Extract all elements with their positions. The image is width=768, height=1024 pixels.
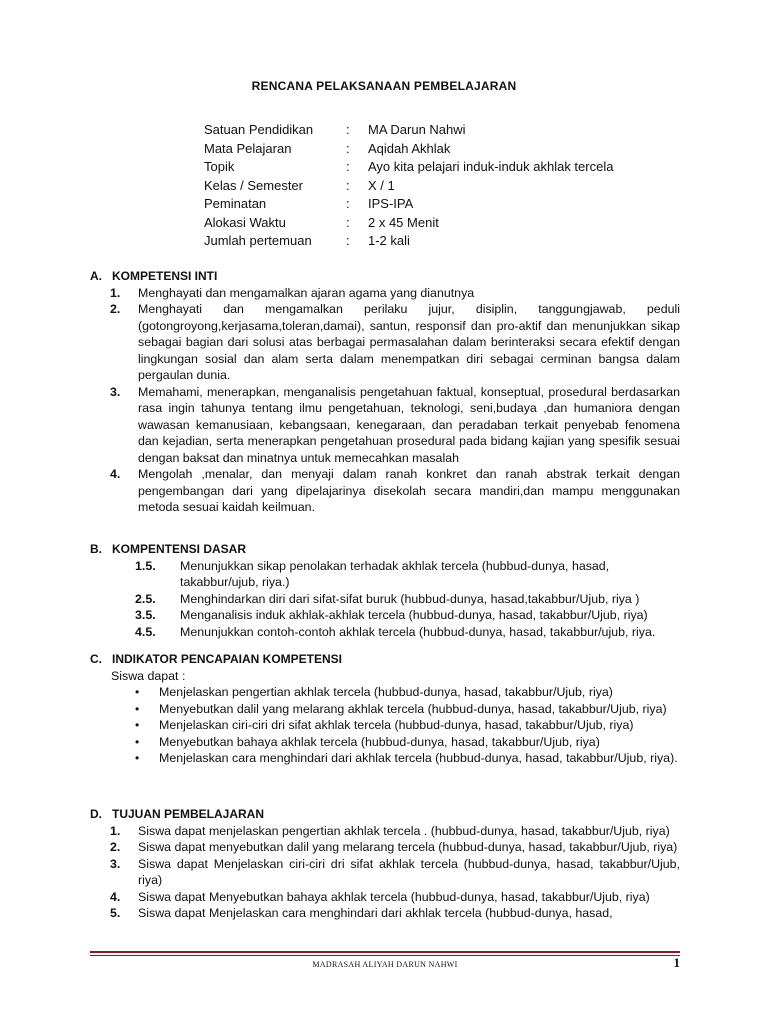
identity-label: Peminatan xyxy=(204,196,267,211)
list-item xyxy=(90,285,680,302)
item-text: Menjelaskan ciri-ciri dri sifat akhlak tercela (hubbud-dunya, hasad, takabbur/Ujub, riya) xyxy=(159,718,634,732)
section-title: KOMPETENSI INTI xyxy=(112,269,218,283)
item-number: 4. xyxy=(110,889,121,904)
item-text: Menunjukkan contoh-contoh akhlak tercela (hubbud-dunya, hasad, takabbur/ujub, riya. xyxy=(180,624,656,639)
list-item xyxy=(90,558,680,591)
item-text: Menganalisis induk akhlak-akhlak tercela (hubbud-dunya, hasad, takabbur/Ujub, riya) xyxy=(180,608,648,622)
item-number: 4.5. xyxy=(135,624,156,639)
section-indikator xyxy=(90,651,680,767)
footer-divider xyxy=(90,951,680,953)
item-number: 1. xyxy=(110,285,121,300)
identity-value: Ayo kita pelajari induk-induk akhlak tercela xyxy=(368,159,614,174)
identity-label: Topik xyxy=(204,159,235,174)
list-item xyxy=(90,466,680,516)
section-title: INDIKATOR PENCAPAIAN KOMPETENSI xyxy=(112,652,343,666)
identity-label: Kelas / Semester xyxy=(204,177,303,193)
section-letter: A. xyxy=(90,269,102,283)
item-number: 5. xyxy=(110,906,121,920)
list-item xyxy=(90,701,680,718)
item-text: Menjelaskan pengertian akhlak tercela (hubbud-dunya, hasad, takabbur/Ujub, riya) xyxy=(159,685,613,699)
identity-value: X / 1 xyxy=(368,177,395,193)
section-heading xyxy=(90,268,680,285)
list-item xyxy=(90,717,680,734)
indikator-intro: Siswa dapat : xyxy=(111,668,186,683)
bullet-icon: • xyxy=(135,701,140,716)
item-text: Menyebutkan bahaya akhlak tercela (hubbud-dunya, hasad, takabbur/Ujub, riya) xyxy=(159,734,600,749)
identity-row xyxy=(204,232,613,251)
identity-value: MA Darun Nahwi xyxy=(368,122,466,137)
list-item xyxy=(90,823,680,840)
list-item xyxy=(90,301,680,384)
list-item xyxy=(90,750,680,767)
section-letter: B. xyxy=(90,542,102,556)
item-number: 3. xyxy=(110,856,121,871)
identity-table xyxy=(204,121,613,251)
footer-divider xyxy=(90,955,680,956)
identity-value: 2 x 45 Menit xyxy=(368,214,439,230)
section-heading xyxy=(90,806,680,823)
list-item xyxy=(90,905,680,922)
item-number: 4. xyxy=(110,467,121,481)
section-title: KOMPENTENSI DASAR xyxy=(112,542,247,556)
section-letter: D. xyxy=(90,807,102,821)
section-heading xyxy=(90,541,680,558)
item-number: 1. xyxy=(110,823,121,838)
item-text: Siswa dapat menyebutkan dalil yang melarang tercela (hubbud-dunya, hasad, takabbur/Ujub, riya) xyxy=(138,840,678,854)
document-title: RENCANA PELAKSANAAN PEMBELAJARAN xyxy=(251,79,517,93)
identity-row xyxy=(204,214,613,233)
list-item xyxy=(90,889,680,906)
identity-colon: : xyxy=(346,159,350,174)
item-number: 2.5. xyxy=(135,591,156,606)
section-kompetensi-dasar xyxy=(90,541,680,640)
item-text: Menghayati dan mengamalkan ajaran agama yang dianutnya xyxy=(138,285,475,300)
list-item xyxy=(90,856,680,889)
identity-colon: : xyxy=(346,214,350,230)
identity-label: Mata Pelajaran xyxy=(204,140,292,156)
list-item xyxy=(90,624,680,641)
list-item xyxy=(90,591,680,608)
bullet-icon: • xyxy=(135,751,140,765)
identity-label: Jumlah pertemuan xyxy=(204,233,312,248)
footer-school-name: MADRASAH ALIYAH DARUN NAHWI xyxy=(312,960,458,969)
item-number: 2. xyxy=(110,840,121,854)
section-tujuan xyxy=(90,806,680,922)
identity-label: Alokasi Waktu xyxy=(204,214,286,230)
item-text: Siswa dapat Menyebutkan bahaya akhlak tercela (hubbud-dunya, hasad, takabbur/Ujub, riya) xyxy=(138,889,650,904)
section-heading xyxy=(90,651,680,668)
identity-row xyxy=(204,121,613,140)
section-letter: C. xyxy=(90,652,102,666)
bullet-icon: • xyxy=(135,718,140,732)
list-item xyxy=(90,607,680,624)
section-kompetensi-inti xyxy=(90,268,680,516)
identity-row xyxy=(204,177,613,196)
identity-value: IPS-IPA xyxy=(368,196,414,211)
item-text: Menunjukkan sikap penolakan terhadak akhlak tercela (hubbud-dunya, hasad, takabbur/ujub, riya.) xyxy=(180,558,610,589)
identity-colon: : xyxy=(346,177,350,193)
item-text: Menyebutkan dalil yang melarang akhlak tercela (hubbud-dunya, hasad, takabbur/Ujub, riya) xyxy=(159,701,667,716)
identity-row xyxy=(204,140,613,159)
bullet-icon: • xyxy=(135,685,140,699)
list-item xyxy=(90,684,680,701)
section-title: TUJUAN PEMBELAJARAN xyxy=(112,807,265,821)
identity-value: 1-2 kali xyxy=(368,233,410,248)
item-text: Menghayati dan mengamalkan perilaku jujur, disiplin, tanggungjawab, peduli (gotongroyong,kerjasama,toleran,damai), santun, responsif dan pro-aktif dan menunjukkan sikap sebagai bagian dari solusi atas berbagai permasalahan dalam berinteraksi secara efektif dengan lingkungan sosial dan alam serta dalam menempatkan diri sebagai cerminan bangsa dalam pergaulan dunia. xyxy=(138,302,680,382)
item-text: Memahami, menerapkan, menganalisis pengetahuan faktual, konseptual, prosedural berdasarkan rasa ingin tahunya tentang ilmu pengetahuan, teknologi, seni,budaya ,dan humaniora dengan wawasan kemanusiaan, kebangsaan, kenegaraan, dan peradaban terkait penyebab fenomena dan kejadian, serta menerapkan pengetahuan prosedural pada bidang kajian yang spesifik sesuai dengan baksat dan minatnya untuk memecahkan masalah xyxy=(138,384,680,465)
item-text: Menghindarkan diri dari sifat-sifat buruk (hubbud-dunya, hasad,takabbur/Ujub, riya ) xyxy=(180,591,640,606)
item-text: Menjelaskan cara menghindari dari akhlak tercela (hubbud-dunya, hasad, takabbur/Ujub, riya). xyxy=(159,751,678,765)
list-item xyxy=(90,384,680,467)
identity-colon: : xyxy=(346,233,350,248)
item-text: Siswa dapat Menjelaskan ciri-ciri dri sifat akhlak tercela (hubbud-dunya, hasad, takabbur/Ujub, riya) xyxy=(138,856,680,887)
identity-colon: : xyxy=(346,122,350,137)
list-item xyxy=(90,839,680,856)
list-item xyxy=(90,734,680,751)
item-number: 3.5. xyxy=(135,608,156,622)
item-number: 1.5. xyxy=(135,558,156,573)
identity-value: Aqidah Akhlak xyxy=(368,140,451,156)
item-text: Mengolah ,menalar, dan menyaji dalam ranah konkret dan ranah abstrak terkait dengan pengembangan dari yang dipelajarinya disekolah secara mandiri,dan mampu menggunakan metoda sesuai kaidah keilmuan. xyxy=(138,467,680,514)
identity-colon: : xyxy=(346,196,350,211)
item-number: 3. xyxy=(110,384,121,399)
identity-row xyxy=(204,158,613,177)
item-text: Siswa dapat Menjelaskan cara menghindari dari akhlak tercela (hubbud-dunya, hasad, xyxy=(138,906,613,920)
identity-label: Satuan Pendidikan xyxy=(204,122,314,137)
bullet-icon: • xyxy=(135,734,140,749)
item-number: 2. xyxy=(110,302,121,316)
identity-row xyxy=(204,195,613,214)
item-text: Siswa dapat menjelaskan pengertian akhlak tercela . (hubbud-dunya, hasad, takabbur/Ujub, riya) xyxy=(138,823,670,838)
page-number: 1 xyxy=(673,955,680,970)
identity-colon: : xyxy=(346,140,350,156)
